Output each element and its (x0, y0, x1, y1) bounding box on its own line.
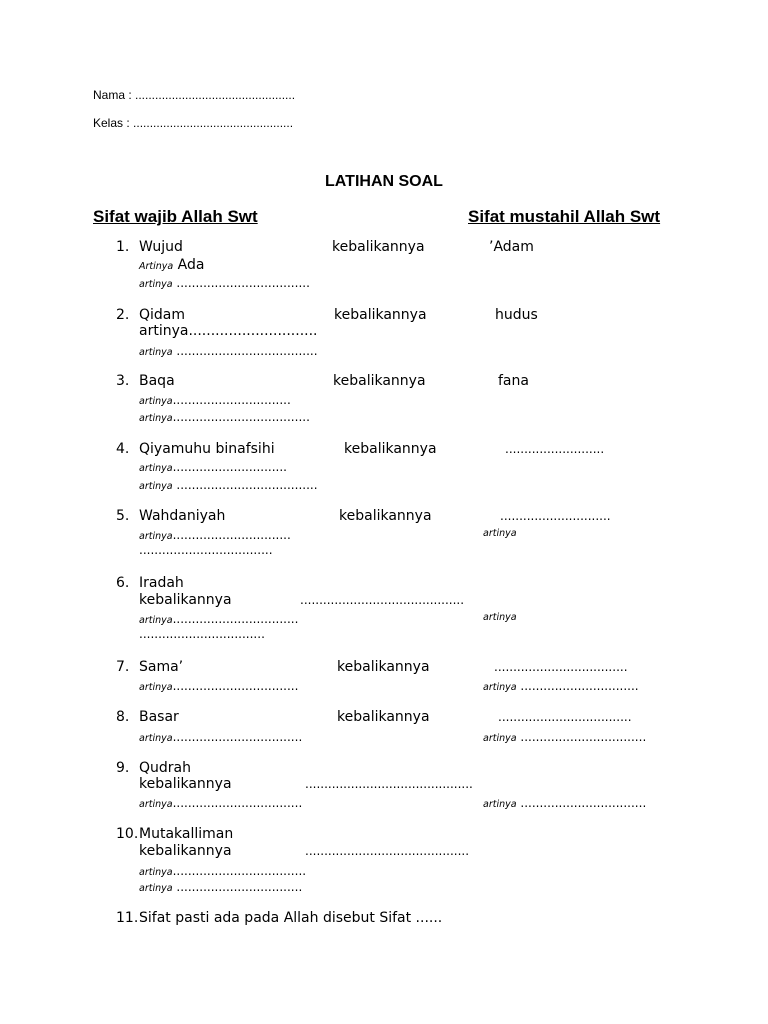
item-artinya-line (139, 391, 291, 409)
artinya-blank: .................................... (172, 410, 310, 424)
item-kebalikan: kebalikannya (332, 239, 425, 255)
artinya-label-right: artinya (483, 612, 517, 623)
artinya-blank: .............................. (172, 460, 287, 474)
artinya-blank: ................................. (172, 679, 299, 693)
kelas-line (93, 116, 293, 130)
item-question-text: Sifat pasti ada pada Allah disebut Sifat ...... (139, 910, 443, 926)
item-name: Wujud (139, 239, 183, 255)
item-opposite: ’Adam (489, 239, 534, 255)
artinya-label: artinya (483, 682, 517, 693)
item-name: Wahdaniyah (139, 508, 226, 524)
item-kebalikan: kebalikannya (344, 441, 437, 457)
item-artinya-line (139, 342, 318, 360)
item-number: 9. (116, 760, 130, 776)
item-name: Sama’ (139, 659, 184, 675)
column-heading-mustahil: Sifat mustahil Allah Swt (468, 207, 661, 226)
item-number: 1. (116, 239, 130, 255)
artinya-label: artinya (139, 279, 173, 290)
artinya-label: artinya (139, 531, 173, 542)
artinya-blank: ................................. (172, 612, 299, 626)
item-artinya-line (139, 610, 298, 628)
artinya-blank: ................................... (172, 864, 307, 878)
item-artinya-line (139, 408, 310, 426)
artinya-blank: ................................. (172, 880, 303, 894)
artinya-label: artinya (139, 347, 173, 358)
artinya-label: artinya (139, 413, 173, 424)
item-number: 7. (116, 659, 130, 675)
artinya-blank: ................................... (139, 543, 273, 557)
artinya-label: artinya (139, 867, 173, 878)
artinya-blank: ................................. (139, 627, 265, 641)
item-opposite: hudus (495, 307, 538, 323)
item-kebalikan: kebalikannya (339, 508, 432, 524)
item-number: 11. (116, 910, 139, 926)
column-heading-wajib: Sifat wajib Allah Swt (93, 207, 258, 226)
artinya-label: artinya (139, 481, 173, 492)
item-artinya-line (139, 526, 291, 544)
kelas-dots: ................................................ (133, 116, 294, 130)
item-number: 5. (116, 508, 130, 524)
artinya-label-right: artinya (483, 528, 517, 539)
item-name: Qudrah (139, 760, 191, 776)
item-number: 2. (116, 307, 130, 323)
artinya-blank: ................................... (172, 276, 310, 290)
artinya-label: Artinya (139, 261, 174, 272)
artinya-blank: ............................... (516, 679, 639, 693)
item-name: Basar (139, 709, 179, 725)
item-opposite: ............................. (500, 509, 611, 523)
item-opposite: ................................... (494, 660, 628, 674)
artinya-blank: ................................. (516, 796, 647, 810)
item-artinya-line (139, 878, 302, 896)
artinya-label: artinya (483, 799, 517, 810)
artinya-label: artinya (139, 463, 173, 474)
item-kebalikan: kebalikannya (337, 709, 430, 725)
item-artinya-line (139, 476, 318, 494)
page-title: LATIHAN SOAL (325, 173, 443, 190)
item-opposite: ................................... (498, 710, 632, 724)
item-number: 10. (116, 826, 139, 842)
artinya-label: artinya (139, 883, 173, 894)
item-kebalikan: kebalikannya (139, 843, 232, 859)
nama-line (93, 88, 295, 102)
item-artinya-line (139, 256, 204, 274)
artinya-answer: Ada (173, 257, 205, 273)
item-kebalikan: kebalikannya (139, 592, 232, 608)
item-opposite: ........................................... (305, 844, 470, 858)
item-artinya-line (139, 458, 287, 476)
artinya-label: artinya (483, 733, 517, 744)
item-artinya-line (139, 274, 310, 292)
artinya-blank: ..................................... (172, 344, 318, 358)
item-number: 6. (116, 575, 130, 591)
nama-dots: ................................................ (135, 88, 296, 102)
item-kebalikan: kebalikannya (139, 776, 232, 792)
artinya-blank: ............................... (172, 528, 291, 542)
item-name: Qiyamuhu binafsihi (139, 441, 275, 457)
item-number: 3. (116, 373, 130, 389)
item-number: 4. (116, 441, 130, 457)
artinya-label: artinya (139, 615, 173, 626)
item-artinya-line: artinya............................. (139, 323, 318, 339)
artinya-label: artinya (139, 799, 173, 810)
item-opposite: fana (498, 373, 529, 389)
item-name: Baqa (139, 373, 175, 389)
artinya-label: artinya (139, 733, 173, 744)
artinya-label: artinya (139, 396, 173, 407)
item-artinya-line (139, 794, 302, 812)
nama-label: Nama : (93, 88, 136, 102)
artinya-blank: ................................. (516, 730, 647, 744)
item-kebalikan: kebalikannya (333, 373, 426, 389)
item-number: 8. (116, 709, 130, 725)
item-artinya-line-right (483, 728, 646, 746)
item-artinya-line (139, 677, 298, 695)
artinya-blank: ..................................... (172, 478, 318, 492)
item-kebalikan: kebalikannya (337, 659, 430, 675)
item-artinya-line-right (483, 794, 646, 812)
artinya-label: artinya (139, 682, 173, 693)
item-name: Qidam (139, 307, 186, 323)
artinya-blank: .................................. (172, 730, 303, 744)
artinya-blank: ............................... (172, 393, 291, 407)
item-kebalikan: kebalikannya (334, 307, 427, 323)
item-opposite: .......................... (505, 442, 605, 456)
item-artinya-line (139, 728, 302, 746)
item-name: Iradah (139, 575, 184, 591)
kelas-label: Kelas : (93, 116, 134, 130)
item-artinya-line-right (483, 677, 639, 695)
item-opposite: ............................................ (305, 777, 473, 791)
item-name: Mutakalliman (139, 826, 234, 842)
item-opposite: ........................................... (300, 593, 465, 607)
artinya-blank: .................................. (172, 796, 303, 810)
